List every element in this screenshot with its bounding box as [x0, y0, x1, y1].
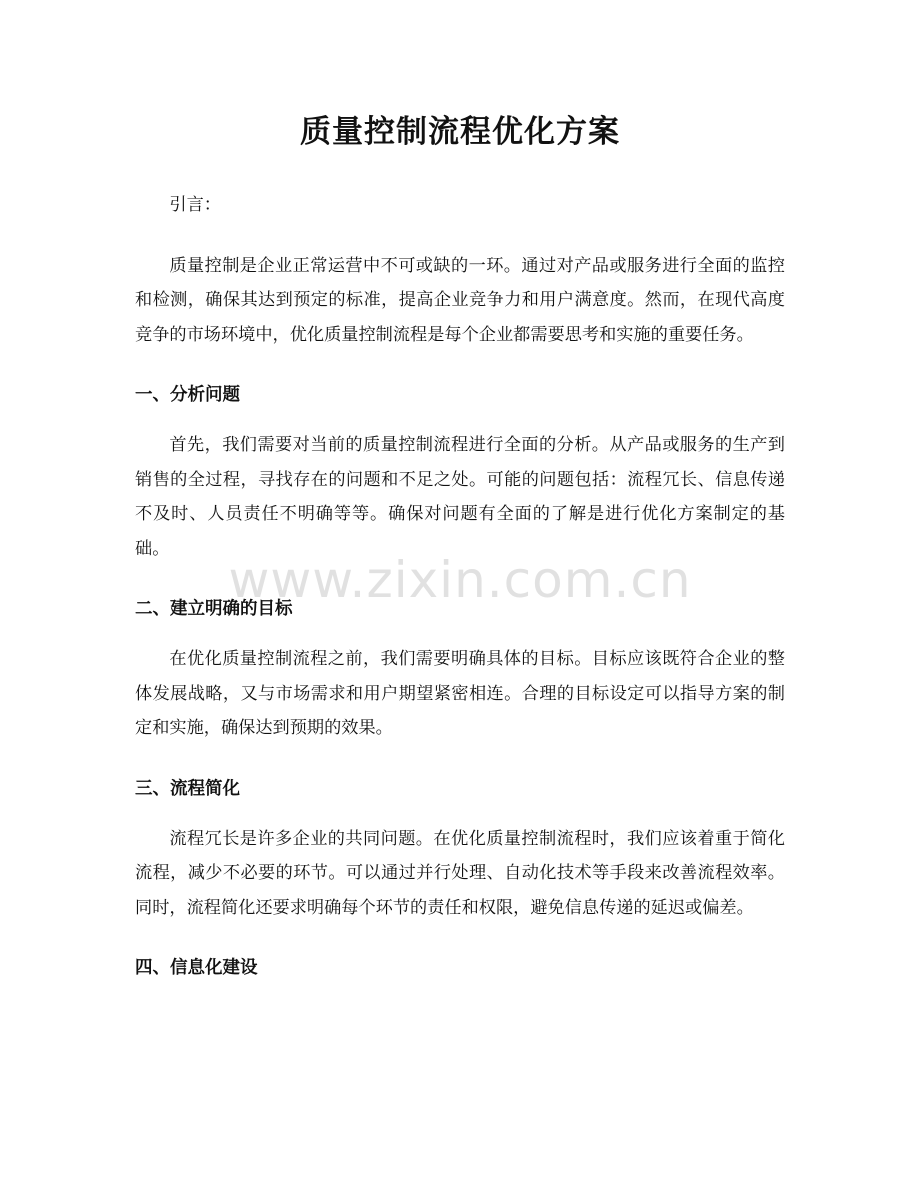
section-body-simplification: 流程冗长是许多企业的共同问题。在优化质量控制流程时，我们应该着重于简化流程，减少不必要的环节。可以通过并行处理、自动化技术等手段来改善流程效率。同时，流程简化还要求明确每个环节的责任和权限，避免信息传递的延迟或偏差。	[135, 828, 785, 918]
section-heading-informatization: 四、信息化建设	[135, 958, 258, 978]
section-heading-goals: 二、建立明确的目标	[135, 599, 293, 619]
watermark: www.zixin.com.cn	[228, 551, 692, 609]
intro-label: 引言：	[169, 195, 221, 215]
section-body-goals: 在优化质量控制流程之前，我们需要明确具体的目标。目标应该既符合企业的整体发展战略，又与市场需求和用户期望紧密相连。合理的目标设定可以指导方案的制定和实施，确保达到预期的效果。	[135, 649, 785, 738]
section-heading-simplification: 三、流程简化	[135, 778, 240, 799]
section-heading-analysis: 一、分析问题	[135, 385, 240, 405]
section-body-analysis: 首先，我们需要对当前的质量控制流程进行全面的分析。从产品或服务的生产到销售的全过程，寻找存在的问题和不足之处。可能的问题包括：流程冗长、信息传递不及时、人员责任不明确等等。确保对问题有全面的了解是进行优化方案制定的基础。	[135, 435, 785, 559]
document-title: 质量控制流程优化方案	[300, 114, 620, 150]
intro-paragraph: 质量控制是企业正常运营中不可或缺的一环。通过对产品或服务进行全面的监控和检测，确保其达到预定的标准，提高企业竞争力和用户满意度。然而，在现代高度竞争的市场环境中，优化质量控制流程是每个企业都需要思考和实施的重要任务。	[135, 255, 785, 345]
